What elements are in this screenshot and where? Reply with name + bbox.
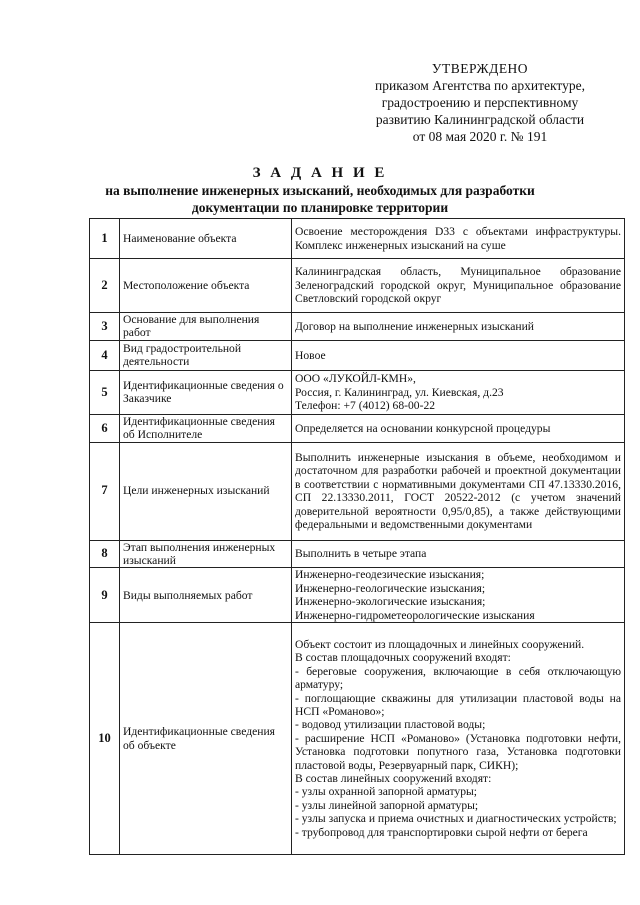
row-value-line: - поглощающие скважины для утилизации пластовой воды на НСП «Романово»; bbox=[295, 691, 621, 719]
table-row bbox=[90, 442, 625, 540]
row-value-line: ООО «ЛУКОЙЛ-КМН», bbox=[295, 372, 416, 386]
document-heading bbox=[0, 165, 640, 216]
row-value-line: Россия, г. Калининград, ул. Киевская, д.23 bbox=[295, 385, 504, 399]
document-subtitle-line: на выполнение инженерных изысканий, необходимых для разработки bbox=[105, 183, 535, 198]
table-row bbox=[90, 623, 625, 855]
row-value bbox=[292, 219, 625, 259]
approval-title: УТВЕРЖДЕНО bbox=[431, 61, 529, 76]
row-number: 4 bbox=[90, 340, 120, 370]
row-value-line: Инженерно-геологические изыскания; bbox=[295, 581, 486, 595]
row-value-line: Объект состоит из площадочных и линейных сооружений. bbox=[295, 638, 585, 652]
row-value bbox=[292, 623, 625, 855]
row-number: 5 bbox=[90, 370, 120, 414]
row-value-line: - расширение НСП «Романово» (Установка подготовки нефти, Установка подготовки попутного газа, Установка подготовки пластовой воды, Резервуарный парк, СИКН); bbox=[295, 731, 621, 772]
approval-block bbox=[330, 60, 630, 145]
row-value-line: - узлы запуска и приема очистных и диагностических устройств; bbox=[295, 812, 617, 826]
row-value-line: Выполнить в четыре этапа bbox=[295, 547, 427, 561]
row-value-line: Определяется на основании конкурсной процедуры bbox=[295, 421, 551, 435]
task-table-body bbox=[90, 219, 625, 855]
row-number: 9 bbox=[90, 568, 120, 623]
row-value-line: - узлы охранной запорной арматуры; bbox=[295, 785, 478, 799]
row-value-line: - трубопровод для транспортировки сырой нефти от берега bbox=[295, 825, 588, 839]
row-value bbox=[292, 370, 625, 414]
table-row bbox=[90, 313, 625, 341]
row-value bbox=[292, 568, 625, 623]
row-value bbox=[292, 442, 625, 540]
table-row bbox=[90, 340, 625, 370]
table-row bbox=[90, 414, 625, 442]
row-label: Вид градостроительной деятельности bbox=[120, 340, 292, 370]
row-value-line: Инженерно-геодезические изыскания; bbox=[295, 568, 485, 582]
document-subtitle-line: документации по планировке территории bbox=[191, 200, 449, 215]
row-value-line: Инженерно-гидрометеорологические изыскания bbox=[295, 608, 535, 622]
row-number: 8 bbox=[90, 540, 120, 568]
approval-line: развитию Калининградской области bbox=[375, 112, 585, 127]
row-label: Местоположение объекта bbox=[120, 259, 292, 313]
row-value-line: Выполнить инженерные изыскания в объеме, необходимом и достаточном для разработки рабочей и проектной документации в соответствии с нормативными документами СП 47.13330.2016, СП 22.13330.2011, ГОСТ 20522-2012 (с учетом значений доверительной вероятности 0,95/0,85), а также действующими федеральными и ведомственными документами bbox=[295, 450, 621, 531]
row-value-line: Телефон: +7 (4012) 68-00-22 bbox=[295, 399, 436, 413]
row-label: Этап выполнения инженерных изысканий bbox=[120, 540, 292, 568]
table-row bbox=[90, 370, 625, 414]
table-row bbox=[90, 259, 625, 313]
table-row bbox=[90, 219, 625, 259]
table-row bbox=[90, 568, 625, 623]
task-table bbox=[89, 218, 625, 855]
row-value-line: Инженерно-экологические изыскания; bbox=[295, 595, 486, 609]
row-number: 1 bbox=[90, 219, 120, 259]
row-label: Основание для выполнения работ bbox=[120, 313, 292, 341]
row-label: Наименование объекта bbox=[120, 219, 292, 259]
row-number: 2 bbox=[90, 259, 120, 313]
row-value-line: Новое bbox=[295, 348, 326, 362]
document-title: З А Д А Н И Е bbox=[252, 165, 388, 181]
row-value bbox=[292, 340, 625, 370]
row-value-line: - узлы линейной запорной арматуры; bbox=[295, 798, 479, 812]
row-value-line: Освоение месторождения D33 с объектами инфраструктуры. Комплекс инженерных изысканий на суше bbox=[295, 225, 621, 252]
row-value-line: - водовод утилизации пластовой воды; bbox=[295, 718, 486, 732]
row-value bbox=[292, 313, 625, 341]
table-row bbox=[90, 540, 625, 568]
row-value-line: В состав площадочных сооружений входят: bbox=[295, 651, 511, 665]
row-value-line: Калининградская область, Муниципальное образование Зеленоградский городской округ, Муниципальное образование Светловский городской округ bbox=[295, 265, 621, 306]
approval-line: приказом Агентства по архитектуре, bbox=[375, 78, 585, 93]
row-label: Идентификационные сведения о Заказчике bbox=[120, 370, 292, 414]
row-value-line: В состав линейных сооружений входят: bbox=[295, 772, 492, 786]
row-value bbox=[292, 414, 625, 442]
row-label: Цели инженерных изысканий bbox=[120, 442, 292, 540]
approval-line: от 08 мая 2020 г. № 191 bbox=[412, 129, 548, 144]
row-number: 3 bbox=[90, 313, 120, 341]
row-label: Виды выполняемых работ bbox=[120, 568, 292, 623]
row-label: Идентификационные сведения об объекте bbox=[120, 623, 292, 855]
row-value bbox=[292, 540, 625, 568]
row-value bbox=[292, 259, 625, 313]
row-label: Идентификационные сведения об Исполнителе bbox=[120, 414, 292, 442]
row-value-line: Договор на выполнение инженерных изысканий bbox=[295, 319, 534, 333]
row-number: 10 bbox=[90, 623, 120, 855]
approval-line: градостроению и перспективному bbox=[381, 95, 579, 110]
row-number: 6 bbox=[90, 414, 120, 442]
row-number: 7 bbox=[90, 442, 120, 540]
row-value-line: - береговые сооружения, включающие в себя отключающую арматуру; bbox=[295, 664, 621, 692]
